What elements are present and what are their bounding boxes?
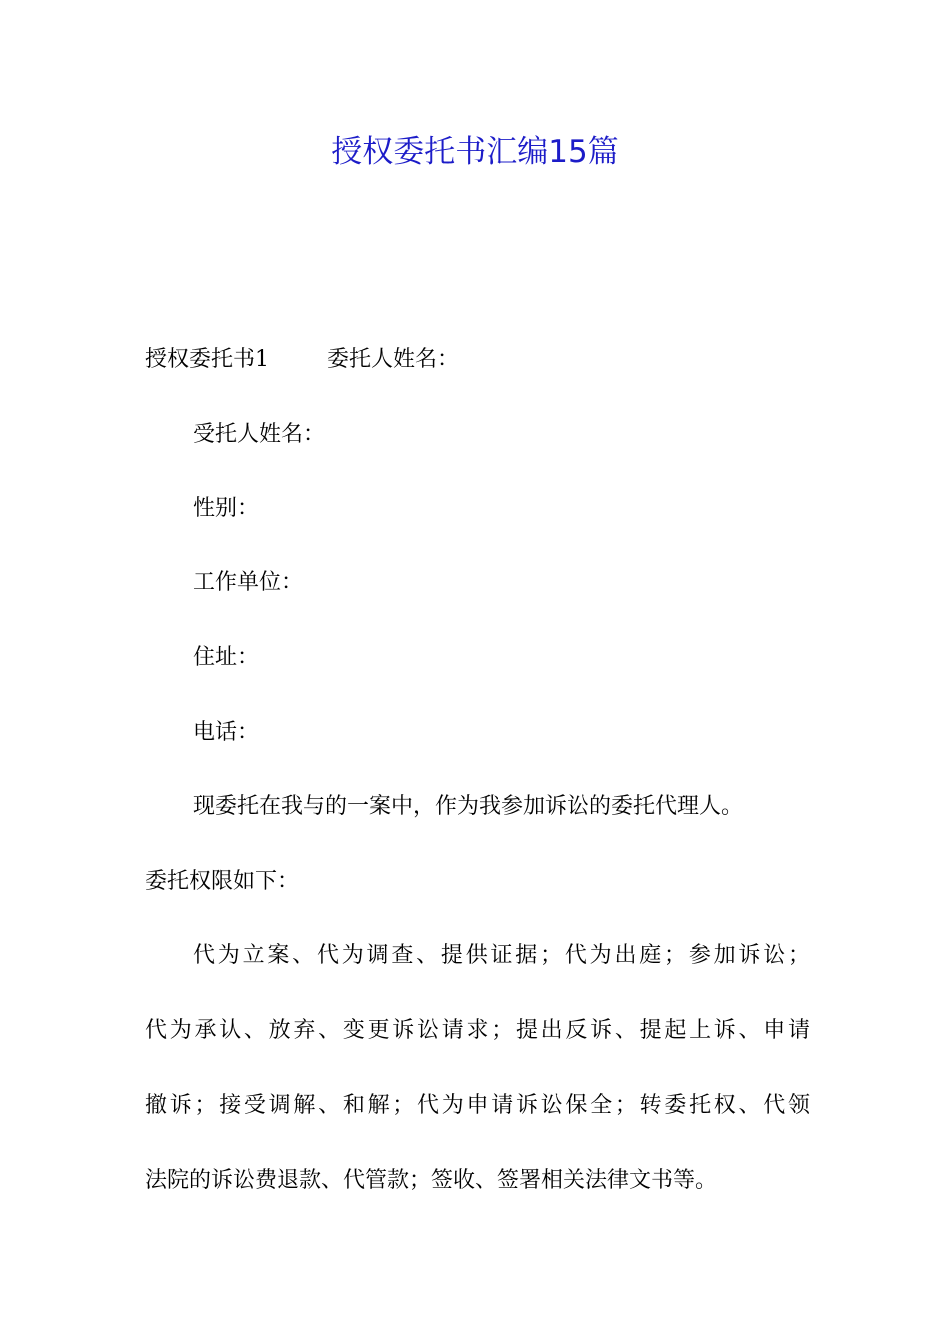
heading-line	[145, 342, 810, 378]
powers-paragraph-line-1: 代为立案、代为调查、提供证据；代为出庭；参加诉讼；	[193, 943, 810, 968]
address-label: 住址：	[193, 645, 260, 670]
powers-paragraph-line-4: 法院的诉讼费退款、代管款；签收、签署相关法律文书等。	[145, 1168, 718, 1193]
work-unit-label: 工作单位：	[193, 570, 304, 595]
entrust-paragraph-line-1: 现委托在我与的一案中，作为我参加诉讼的委托代理人。	[193, 794, 744, 819]
gender-label: 性别：	[193, 496, 260, 521]
document-title: 授权委托书汇编15篇	[331, 134, 619, 170]
powers-paragraph-line-2: 代为承认、放弃、变更诉讼请求；提出反诉、提起上诉、申请	[145, 1018, 810, 1043]
entrust-paragraph-line-2: 委托权限如下：	[145, 869, 300, 894]
heading-label: 授权委托书1	[145, 347, 269, 372]
agent-name-label: 受托人姓名：	[193, 422, 326, 447]
powers-paragraph-line-3: 撤诉；接受调解、和解；代为申请诉讼保全；转委托权、代领	[145, 1093, 810, 1118]
principal-name-label: 委托人姓名：	[327, 347, 460, 372]
phone-label: 电话：	[193, 720, 260, 745]
